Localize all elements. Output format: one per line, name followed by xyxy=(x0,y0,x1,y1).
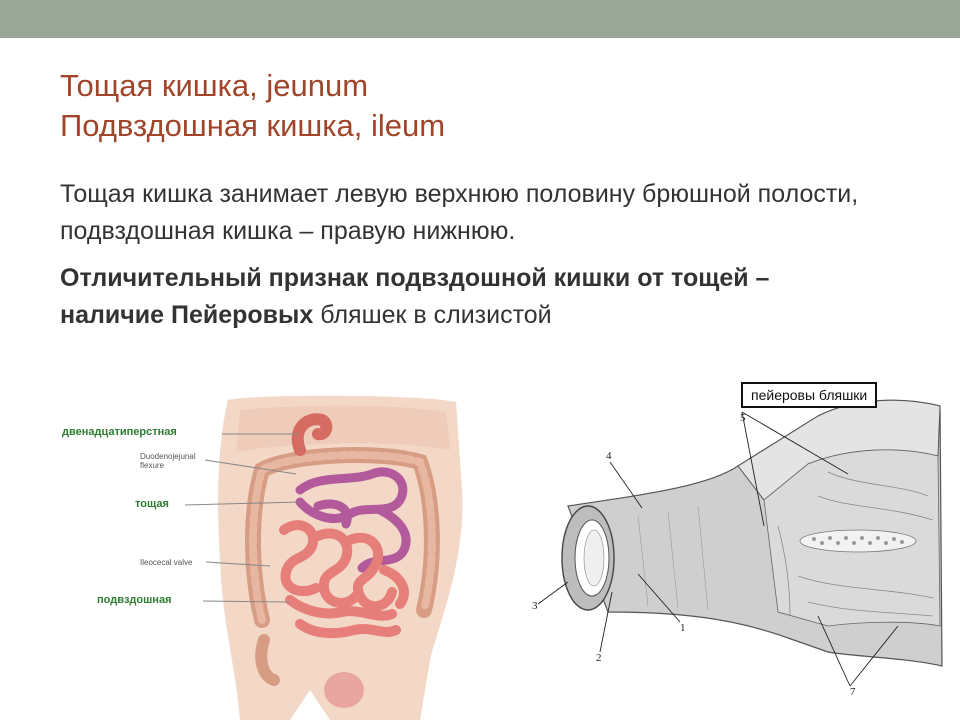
num-2: 2 xyxy=(596,652,602,664)
num-5: 5 xyxy=(740,412,746,424)
label-ileocecal-valve: Ileocecal valve xyxy=(140,558,193,567)
abdomen-illustration xyxy=(0,390,470,720)
slide-title xyxy=(60,66,900,146)
ileum-drawing xyxy=(528,376,960,720)
num-3: 3 xyxy=(532,600,538,612)
label-jejunum: тощая xyxy=(135,498,169,510)
label-duodenum: двенадцатиперстная xyxy=(62,426,177,438)
num-1: 1 xyxy=(680,622,686,634)
peyer-patches-tag: пейеровы бляшки xyxy=(741,382,877,408)
num-4: 4 xyxy=(606,450,612,462)
title-line-1: Тощая кишка, jeunum xyxy=(60,68,369,103)
abdomen-drawing xyxy=(0,390,470,720)
title-line-2: Подвздошная кишка, ileum xyxy=(60,108,446,143)
num-7: 7 xyxy=(850,686,856,698)
top-band xyxy=(0,0,960,38)
paragraph-2-bold: Отличительный признак подвздошной кишки от тощей – наличие Пейеровых xyxy=(60,264,770,329)
slide-body xyxy=(60,176,860,334)
paragraph-2-rest: бляшек в слизистой xyxy=(313,301,552,329)
label-ileum: подвздошная xyxy=(97,594,172,606)
ileum-section-illustration xyxy=(528,376,960,720)
label-flexure: Duodenojejunal flexure xyxy=(140,452,196,470)
paragraph-1: Тощая кишка занимает левую верхнюю половину брюшной полости, подвздошная кишка – правую нижнюю. xyxy=(60,180,859,245)
paragraph-2 xyxy=(60,260,860,334)
